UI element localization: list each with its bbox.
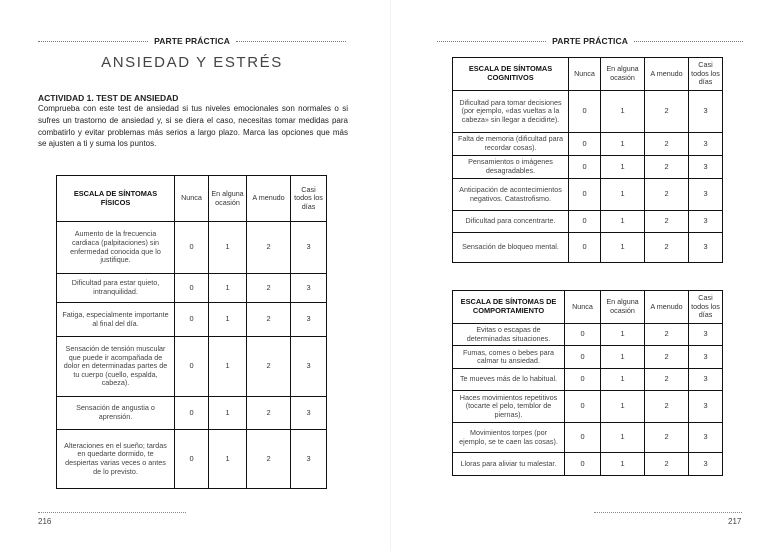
column-header: En alguna ocasión [209,176,247,222]
footer-rule [38,512,186,513]
column-header: Nunca [565,291,601,324]
table-row [453,324,723,346]
scale-title: ESCALA DE SÍNTOMAS DE COMPORTAMIENTO [453,291,565,324]
score-option[interactable]: 0 [175,430,209,489]
score-option[interactable]: 1 [601,453,645,476]
score-option[interactable]: 1 [601,133,645,156]
page-number: 216 [38,517,52,526]
score-option[interactable]: 0 [565,391,601,423]
page-title: ANSIEDAD Y ESTRÉS [101,54,283,71]
score-option[interactable]: 2 [645,423,689,453]
table-row [453,453,723,476]
symptom-cell: Pensamientos o imágenes desagradables. [453,156,569,179]
column-header: A menudo [645,291,689,324]
symptom-cell: Fatiga, especialmente importante al final del día. [57,303,175,337]
score-option[interactable]: 1 [601,423,645,453]
score-option[interactable]: 2 [645,179,689,211]
footer-rule [594,512,742,513]
column-header: A menudo [247,176,291,222]
column-header: A menudo [645,58,689,91]
score-option[interactable]: 3 [291,430,327,489]
score-option[interactable]: 1 [601,91,645,133]
table-row [57,303,327,337]
score-option[interactable]: 1 [209,222,247,274]
symptom-cell: Fumas, comes o bebes para calmar tu ansiedad. [453,346,565,369]
header-rule [634,41,743,42]
table-row [453,391,723,423]
table-row [57,274,327,303]
score-option[interactable]: 0 [569,211,601,233]
column-header: Nunca [175,176,209,222]
table-row [453,346,723,369]
table-row [453,156,723,179]
symptom-cell: Te mueves más de lo habitual. [453,369,565,391]
score-option[interactable]: 3 [689,211,723,233]
score-option[interactable]: 1 [601,346,645,369]
score-option[interactable]: 0 [569,156,601,179]
score-option[interactable]: 3 [689,391,723,423]
table-header-row [57,176,327,222]
table-row [57,337,327,397]
table-row [57,222,327,274]
score-option[interactable]: 0 [569,233,601,263]
score-option[interactable]: 2 [247,430,291,489]
score-option[interactable]: 3 [291,397,327,430]
symptom-cell: Aumento de la frecuencia cardiaca (palpitaciones) sin enfermedad conocida que lo justifique. [57,222,175,274]
score-option[interactable]: 2 [645,453,689,476]
symptom-cell: Sensación de tensión muscular que puede ir acompañada de dolor en determinadas partes de tu cuerpo (cuello, espalda, cabeza). [57,337,175,397]
column-header: Casi todos los días [689,58,723,91]
score-option[interactable]: 3 [689,133,723,156]
symptom-cell: Movimientos torpes (por ejemplo, se te caen las cosas). [453,423,565,453]
symptom-cell: Lloras para aliviar tu malestar. [453,453,565,476]
score-option[interactable]: 3 [689,233,723,263]
score-option[interactable]: 2 [645,156,689,179]
score-option[interactable]: 3 [689,324,723,346]
column-header: Casi todos los días [689,291,723,324]
header-rule [236,41,346,42]
table-sintomas-fisicos [56,175,327,489]
table-row [453,369,723,391]
table-sintomas-cognitivos [452,57,723,263]
score-option[interactable]: 3 [689,156,723,179]
score-option[interactable]: 1 [601,391,645,423]
score-option[interactable]: 1 [209,397,247,430]
score-option[interactable]: 3 [689,423,723,453]
scale-title: ESCALA DE SÍNTOMAS FÍSICOS [57,176,175,222]
score-option[interactable]: 2 [645,346,689,369]
column-header: Nunca [569,58,601,91]
symptom-cell: Haces movimientos repetitivos (tocarte el pelo, temblor de piernas). [453,391,565,423]
score-option[interactable]: 2 [247,397,291,430]
activity-heading: ACTIVIDAD 1. TEST DE ANSIEDAD [38,93,179,103]
score-option[interactable]: 0 [175,222,209,274]
score-option[interactable]: 1 [209,274,247,303]
symptom-cell: Dificultad para concentrarte. [453,211,569,233]
table-sintomas-comportamiento [452,290,723,476]
table-row [453,179,723,211]
score-option[interactable]: 1 [601,233,645,263]
score-option[interactable]: 2 [247,222,291,274]
score-option[interactable]: 2 [645,233,689,263]
running-head-left [38,35,346,47]
running-head-label: PARTE PRÁCTICA [154,36,230,46]
score-option[interactable]: 1 [601,324,645,346]
header-rule [38,41,148,42]
score-option[interactable]: 0 [175,337,209,397]
symptom-cell: Sensación de angustia o aprensión. [57,397,175,430]
score-option[interactable]: 0 [175,397,209,430]
symptom-cell: Falta de memoria (dificultad para recordar cosas). [453,133,569,156]
symptom-cell: Anticipación de acontecimientos negativos. Catastrofismo. [453,179,569,211]
score-option[interactable]: 2 [247,337,291,397]
score-option[interactable]: 1 [601,369,645,391]
score-option[interactable]: 1 [601,211,645,233]
symptom-cell: Evitas o escapas de determinadas situaciones. [453,324,565,346]
table-row [57,397,327,430]
score-option[interactable]: 2 [645,324,689,346]
score-option[interactable]: 3 [689,346,723,369]
table-header-row [453,58,723,91]
score-option[interactable]: 0 [569,91,601,133]
table-row [453,211,723,233]
table-row [453,91,723,133]
score-option[interactable]: 1 [209,303,247,337]
score-option[interactable]: 0 [565,346,601,369]
score-option[interactable]: 0 [175,274,209,303]
score-option[interactable]: 0 [175,303,209,337]
intro-paragraph: Comprueba con este test de ansiedad si tus niveles emocionales son normales o si sufres un trastorno de ansiedad y, si se diera el caso, necesitas tomar medidas para combatirlo y evitar problemas más serios a largo plazo. Marca las opciones que más se ajusten a ti y suma los puntos. [38,104,348,149]
symptom-cell: Dificultad para estar quieto, intranquilidad. [57,274,175,303]
score-option[interactable]: 0 [569,179,601,211]
header-rule [437,41,546,42]
score-option[interactable]: 2 [247,274,291,303]
score-option[interactable]: 1 [601,179,645,211]
score-option[interactable]: 2 [645,91,689,133]
score-option[interactable]: 3 [689,369,723,391]
score-option[interactable]: 3 [291,303,327,337]
table-row [57,430,327,489]
table-row [453,233,723,263]
score-option[interactable]: 1 [209,337,247,397]
score-option[interactable]: 1 [601,156,645,179]
score-option[interactable]: 3 [689,453,723,476]
score-option[interactable]: 2 [645,211,689,233]
score-option[interactable]: 3 [291,274,327,303]
running-head-label: PARTE PRÁCTICA [552,36,628,46]
score-option[interactable]: 3 [291,222,327,274]
score-option[interactable]: 2 [247,303,291,337]
table-header-row [453,291,723,324]
score-option[interactable]: 2 [645,133,689,156]
column-header: En alguna ocasión [601,58,645,91]
column-header: Casi todos los días [291,176,327,222]
page-number: 217 [728,517,742,526]
symptom-cell: Sensación de bloqueo mental. [453,233,569,263]
score-option[interactable]: 3 [291,337,327,397]
score-option[interactable]: 1 [209,430,247,489]
symptom-cell: Dificultad para tomar decisiones (por ejemplo, «das vueltas a la cabeza» sin llegar a decidirte). [453,91,569,133]
score-option[interactable]: 0 [565,369,601,391]
score-option[interactable]: 2 [645,369,689,391]
score-option[interactable]: 3 [689,179,723,211]
score-option[interactable]: 0 [565,423,601,453]
running-head-right [437,35,743,47]
score-option[interactable]: 0 [565,453,601,476]
table-row [453,133,723,156]
table-row [453,423,723,453]
score-option[interactable]: 2 [645,391,689,423]
symptom-cell: Alteraciones en el sueño; tardas en quedarte dormido, te despiertas varias veces o antes de lo previsto. [57,430,175,489]
score-option[interactable]: 0 [565,324,601,346]
score-option[interactable]: 3 [689,91,723,133]
score-option[interactable]: 0 [569,133,601,156]
scale-title: ESCALA DE SÍNTOMAS COGNITIVOS [453,58,569,91]
left-page [0,0,390,551]
column-header: En alguna ocasión [601,291,645,324]
